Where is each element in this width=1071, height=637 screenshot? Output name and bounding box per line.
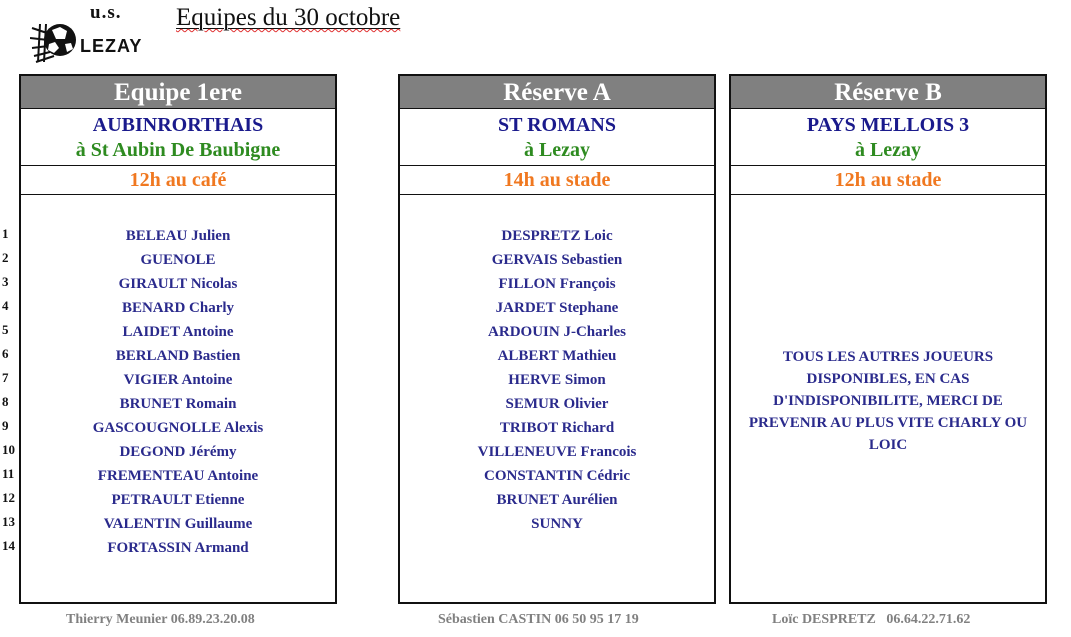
match-location: à St Aubin De Baubigne — [75, 139, 281, 161]
opponent-name: PAYS MELLOIS 3 — [806, 114, 970, 136]
row-number: 6 — [2, 346, 9, 361]
contact-reserve-a: Sébastien CASTIN 06 50 95 17 19 — [438, 612, 639, 627]
team-name: Equipe 1ere — [21, 76, 335, 109]
logo-club-name: LEZAY — [80, 36, 143, 56]
player-name: HERVE Simon — [508, 372, 606, 388]
logo-prefix: u.s. — [90, 2, 122, 23]
player-name: VALENTIN Guillaume — [103, 516, 253, 532]
row-number: 10 — [2, 442, 15, 457]
player-name: LAIDET Antoine — [122, 324, 234, 340]
player-name: VILLENEUVE Francois — [477, 444, 637, 460]
row-number: 12 — [2, 490, 15, 505]
row-number: 11 — [2, 466, 15, 481]
player-list — [400, 224, 714, 536]
row-number-column — [2, 222, 18, 558]
football-icon — [30, 18, 82, 64]
player-list — [21, 224, 335, 560]
player-name: SUNNY — [531, 516, 583, 532]
opponent-name: AUBINRORTHAIS — [92, 114, 264, 136]
availability-note: TOUS LES AUTRES JOUEURS DISPONIBLES, EN CAS D'INDISPONIBILITE, MERCI DE PREVENIR AU PLUS VITE CHARLY OU LOIC — [748, 349, 1028, 453]
page-title: Equipes du 30 octobre — [176, 4, 401, 31]
player-name: BERLAND Bastien — [115, 348, 241, 364]
row-number: 2 — [2, 250, 9, 265]
row-number: 9 — [2, 418, 9, 433]
match-location: à Lezay — [523, 139, 591, 161]
player-name: SEMUR Olivier — [505, 396, 609, 412]
player-name: BRUNET Aurélien — [496, 492, 618, 508]
player-name: FORTASSIN Armand — [107, 540, 249, 556]
player-name: FILLON François — [498, 276, 616, 292]
player-name: CONSTANTIN Cédric — [484, 468, 630, 484]
player-name: ARDOUIN J-Charles — [488, 324, 626, 340]
row-number: 1 — [2, 226, 9, 241]
player-name: FREMENTEAU Antoine — [97, 468, 259, 484]
row-number: 5 — [2, 322, 9, 337]
player-name: GIRAULT Nicolas — [118, 276, 238, 292]
row-number: 3 — [2, 274, 9, 289]
player-name: VIGIER Antoine — [123, 372, 233, 388]
row-number: 13 — [2, 514, 15, 529]
row-number: 8 — [2, 394, 9, 409]
team-name: Réserve B — [731, 76, 1045, 109]
player-name: GASCOUGNOLLE Alexis — [92, 420, 264, 436]
row-number: 14 — [2, 538, 15, 553]
team-panel-reserve-a — [398, 74, 716, 604]
opponent-block — [731, 109, 1045, 166]
player-name: ALBERT Mathieu — [497, 348, 617, 364]
player-name: TRIBOT Richard — [499, 420, 615, 436]
match-location: à Lezay — [854, 139, 922, 161]
player-name: DESPRETZ Loic — [501, 228, 613, 244]
player-name: BRUNET Romain — [119, 396, 237, 412]
contact-equipe-1ere: Thierry Meunier 06.89.23.20.08 — [66, 612, 255, 627]
opponent-block — [21, 109, 335, 166]
player-name: DEGOND Jérémy — [119, 444, 237, 460]
contact-reserve-b: Loïc DESPRETZ 06.64.22.71.62 — [772, 612, 971, 627]
team-panel-reserve-b — [729, 74, 1047, 604]
meeting-time: 12h au stade — [731, 166, 1045, 195]
team-panel-equipe-1ere — [19, 74, 337, 604]
player-name: GERVAIS Sebastien — [491, 252, 623, 268]
row-number: 4 — [2, 298, 9, 313]
club-logo — [26, 4, 156, 66]
opponent-name: ST ROMANS — [498, 114, 616, 136]
opponent-block — [400, 109, 714, 166]
meeting-time: 14h au stade — [400, 166, 714, 195]
player-name: JARDET Stephane — [495, 300, 619, 316]
player-name: PETRAULT Etienne — [111, 492, 245, 508]
team-name: Réserve A — [400, 76, 714, 109]
meeting-time: 12h au café — [21, 166, 335, 195]
row-number: 7 — [2, 370, 9, 385]
player-name: BENARD Charly — [121, 300, 235, 316]
player-name: GUENOLE — [140, 252, 216, 268]
player-name: BELEAU Julien — [125, 228, 231, 244]
